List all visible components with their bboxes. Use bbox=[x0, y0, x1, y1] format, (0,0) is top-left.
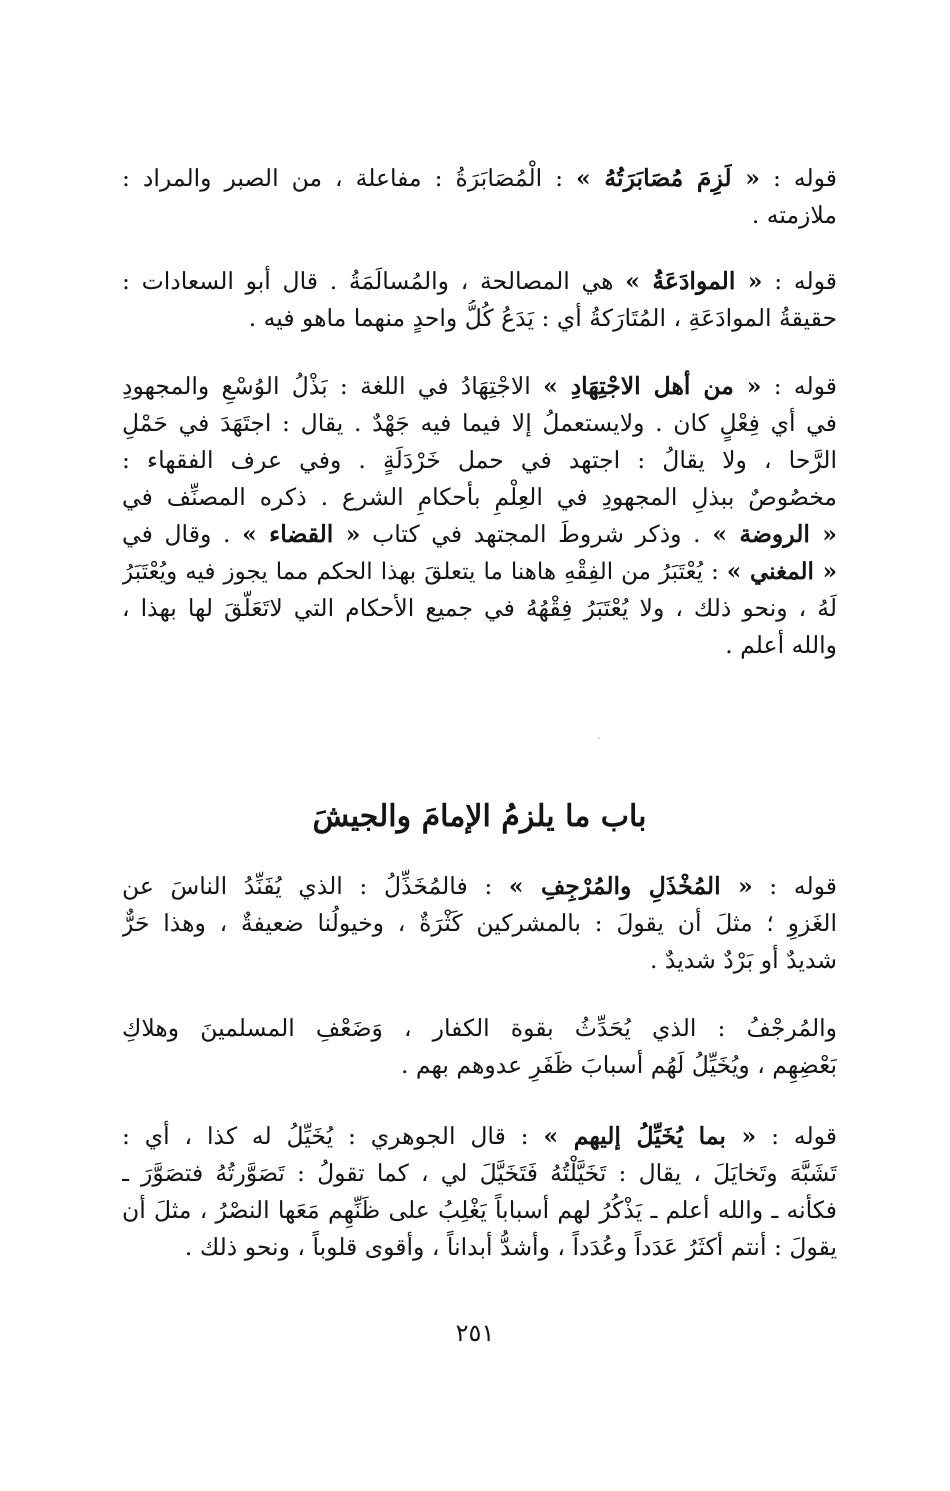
quoted-term: « الموادَعَةُ » bbox=[625, 267, 763, 295]
text-line: قوله : « الموادَعَةُ » هي المصالحة ، والمُسالَمَةُ . قال أبو السعادات : bbox=[122, 267, 837, 295]
text-line: قوله : « لَزِمَ مُصَابَرَتُهُ » : الْمُصَابَرَةُ : مفاعلة ، من الصبر والمراد : bbox=[122, 164, 837, 192]
text-line: يقولَ : أنتم أكثَرُ عَدَداً وعُدَداً ، وأشدُّ أبداناً ، وأقوى قلوباً ، ونحو ذلك . bbox=[184, 1233, 837, 1261]
text-line: « الروضة » . وذكر شروطَ المجتهد في كتاب « القضاء » . وقال في bbox=[122, 520, 837, 548]
text-line: تَشَبَّهَ وتَخايَلَ ، يقال : تَخَيَّلْتُهُ فَتَخَيَّلَ لي ، كما تقولُ : تَصَوَّرتُهُ فتصَوَّرَ ـ bbox=[122, 1159, 837, 1187]
text-line: قوله : « من أهل الاجْتِهَادِ » الاجْتِهَادُ في اللغة : بَذْلُ الوُسْعِ والمجهودِ bbox=[122, 372, 837, 400]
text-line: فكأنه ـ والله أعلم ـ يَذْكُرُ لهم أسباباً يَغْلِبُ على ظَنِّهِم مَعَها النصْرُ ، مثلَ أن bbox=[122, 1196, 837, 1224]
paragraph-yukhayyil bbox=[122, 1118, 837, 1266]
text-line: لَهُ ، ونحو ذلك ، ولا يُعْتَبَرُ فِقْهُهُ في جميع الأحكام التي لاتَعَلُّقَ لها بهذا ، bbox=[122, 594, 837, 622]
text-line: في أي فِعْلٍ كان . ولايستعملُ إلا فيما فيه جَهْدٌ . يقال : اجتَهَدَ في حَمْلِ bbox=[122, 409, 837, 437]
paragraph-muwadaa bbox=[122, 263, 837, 337]
paragraph-mukhadhdhil bbox=[122, 868, 837, 979]
text-line: بَعْضِهِم ، ويُخَيِّلُ لَهُم أسبابَ ظَفَرِ عدوهم بهم . bbox=[400, 1051, 837, 1079]
text-line: « المغني » : يُعْتَبَرُ من الفِقْهِ هاهنا ما يتعلقَ بهذا الحكم مما يجوز فيه ويُعْتَبَرُ bbox=[122, 558, 837, 585]
quoted-term: « لَزِمَ مُصَابَرَتُهُ » bbox=[576, 164, 760, 192]
quoted-term: « الروضة » bbox=[712, 520, 837, 548]
text-line: والله أعلم . bbox=[725, 631, 837, 659]
quoted-term: « بما يُخَيِّلُ إليهم » bbox=[543, 1122, 757, 1150]
text-line: والمُرجْفُ : الذي يُحَدِّثُ بقوة الكفار ، وَضَعْفِ المسلمينَ وهلاكِ bbox=[122, 1014, 837, 1042]
paragraph-musabara bbox=[122, 160, 837, 234]
text-line: مخصُوصٌ ببذلِ المجهودِ في العِلْمِ بأحكامِ الشرع . ذكره المصنِّف في bbox=[122, 483, 837, 511]
quoted-term: « من أهل الاجْتِهَادِ » bbox=[543, 372, 762, 400]
scan-speck bbox=[598, 737, 600, 739]
paragraph-murjif bbox=[122, 1010, 837, 1084]
text-line: قوله : « المُخْذَلِ والمُرْجِفِ » : فالمُخَذِّلُ : الذي يُفَنِّدُ الناسَ عن bbox=[122, 872, 837, 900]
section-heading: باب ما يلزمُ الإمامَ والجيشَ bbox=[312, 799, 647, 834]
paragraph-ijtihad bbox=[122, 368, 837, 664]
text-line: الغَزوِ ؛ مثلَ أن يقولَ : بالمشركين كَثْرَةٌ ، وخيولُنا ضعيفةٌ ، وهذا حَرٌّ bbox=[122, 909, 837, 937]
text-line: ملازمته . bbox=[751, 201, 837, 229]
page-number: ٢٥١ bbox=[455, 1319, 495, 1347]
quoted-term: « القضاء » bbox=[242, 520, 361, 548]
text-line: الرَّحا ، ولا يقالُ : اجتهد في حمل خَرْدَلَةٍ . وفي عرف الفقهاء : bbox=[122, 446, 837, 474]
quoted-term: « المُخْذَلِ والمُرْجِفِ » bbox=[508, 872, 753, 900]
quoted-term: « المغني » bbox=[726, 558, 837, 585]
text-line: قوله : « بما يُخَيِّلُ إليهم » : قال الجوهري : يُخَيِّلُ له كذا ، أي : bbox=[122, 1122, 837, 1150]
text-line: شديدٌ أو بَرْدٌ شديدٌ . bbox=[649, 946, 837, 974]
text-line: حقيقةُ الموادَعَةِ ، المُتَارَكةُ أي : يَدَعُ كُلُّ واحدٍ منهما ماهو فيه . bbox=[248, 304, 837, 332]
